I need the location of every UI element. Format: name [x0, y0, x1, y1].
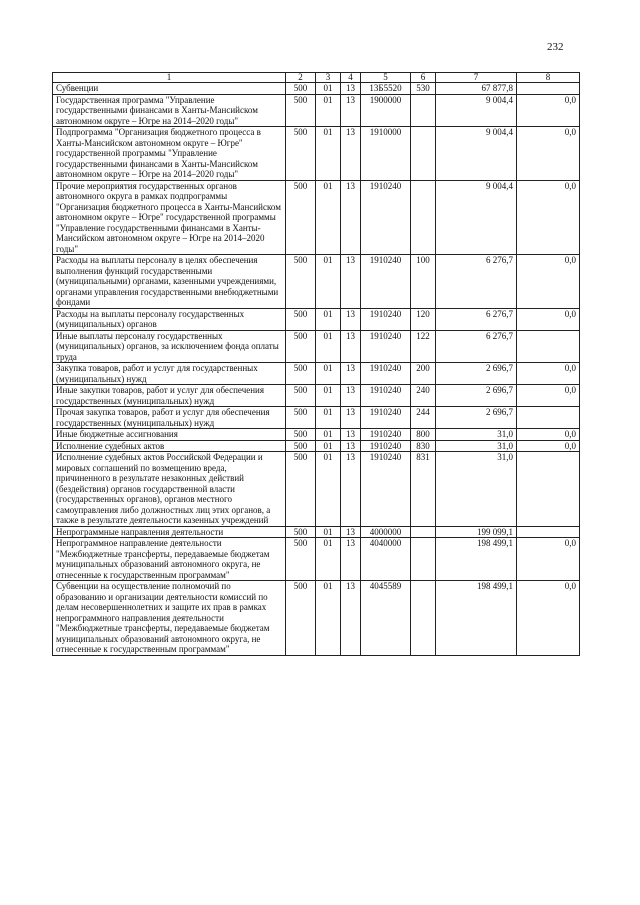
row-code-cell: 13 [341, 94, 361, 127]
row-amount-cell: 9 004,4 [436, 180, 517, 255]
row-code-cell: 1910240 [361, 385, 411, 407]
row-code-cell: 500 [286, 440, 316, 452]
row-code-cell: 13 [341, 363, 361, 385]
table-row [53, 363, 580, 385]
row-name-cell: Иные закупки товаров, работ и услуг для обеспечения государственных (муниципальных) нужд [53, 385, 286, 407]
row-code-cell: 4040000 [361, 538, 411, 581]
row-name-cell: Исполнение судебных актов Российской Федерации и мировых соглашений по возмещению вреда, причиненного в результате незаконных действий (бездействия) органов государственной власти (государственных органов), органов местного самоуправления либо должностных лиц этих органов, а также в результате деятельности казенных учреждений [53, 452, 286, 527]
row-amount-cell: 9 004,4 [436, 127, 517, 181]
row-code-cell: 13 [341, 255, 361, 309]
table-row [53, 452, 580, 527]
table-row [53, 255, 580, 309]
row-amount-cell: 0,0 [517, 581, 580, 656]
row-amount-cell: 0,0 [517, 308, 580, 330]
row-name-cell: Непрограммные направления деятельности [53, 526, 286, 538]
row-code-cell: 500 [286, 255, 316, 309]
row-amount-cell: 0,0 [517, 255, 580, 309]
budget-table [52, 72, 580, 656]
row-name-cell: Исполнение судебных актов [53, 440, 286, 452]
row-code-cell: 13 [341, 452, 361, 527]
table-row [53, 407, 580, 429]
row-code-cell: 500 [286, 363, 316, 385]
row-code-cell: 500 [286, 308, 316, 330]
row-code-cell: 01 [316, 452, 341, 527]
row-amount-cell: 67 877,8 [436, 83, 517, 95]
row-code-cell: 530 [411, 83, 436, 95]
table-row [53, 94, 580, 127]
row-code-cell: 13 [341, 538, 361, 581]
table-row [53, 308, 580, 330]
row-code-cell: 13 [341, 429, 361, 441]
row-name-cell: Иные выплаты персоналу государственных (муниципальных) органов, за исключением фонда оплаты труда [53, 330, 286, 363]
column-header: 3 [316, 73, 341, 83]
row-amount-cell: 0,0 [517, 180, 580, 255]
row-amount-cell: 0,0 [517, 440, 580, 452]
row-code-cell: 01 [316, 330, 341, 363]
row-code-cell: 13 [341, 581, 361, 656]
row-name-cell: Закупка товаров, работ и услуг для государственных (муниципальных) нужд [53, 363, 286, 385]
row-code-cell: 01 [316, 440, 341, 452]
row-code-cell: 13 [341, 330, 361, 363]
row-code-cell: 500 [286, 429, 316, 441]
column-header: 2 [286, 73, 316, 83]
row-code-cell: 13 [341, 440, 361, 452]
row-amount-cell: 31,0 [436, 429, 517, 441]
row-code-cell: 500 [286, 127, 316, 181]
row-code-cell: 500 [286, 526, 316, 538]
row-amount-cell: 2 696,7 [436, 385, 517, 407]
row-amount-cell: 9 004,4 [436, 94, 517, 127]
row-name-cell: Субвенции на осуществление полномочий по образованию и организации деятельности комиссий по делам несовершеннолетних и защите их прав в рамках непрограммного направления деятельности "Межбюджетные трансферты, передаваемые бюджетам муниципальных образований автономного округа, не отнесенные к государственным программам" [53, 581, 286, 656]
row-amount-cell: 31,0 [436, 452, 517, 527]
row-code-cell [411, 127, 436, 181]
page-number: 232 [547, 41, 564, 53]
header-row [53, 73, 580, 83]
row-code-cell: 13 [341, 407, 361, 429]
row-code-cell [411, 94, 436, 127]
row-name-cell: Прочие мероприятия государственных органов автономного округа в рамках подпрограммы "Организация бюджетного процесса в Ханты-Мансийском автономном округе – Югре" государственной программы "Управление государственными финансами в Ханты-Мансийском автономном округе – Югре на 2014–2020 годы" [53, 180, 286, 255]
row-code-cell: 01 [316, 581, 341, 656]
table-row [53, 429, 580, 441]
row-code-cell: 500 [286, 538, 316, 581]
row-code-cell: 01 [316, 407, 341, 429]
row-amount-cell [517, 452, 580, 527]
row-code-cell: 13Б5520 [361, 83, 411, 95]
row-name-cell: Субвенции [53, 83, 286, 95]
row-code-cell: 240 [411, 385, 436, 407]
row-code-cell: 13 [341, 83, 361, 95]
row-amount-cell: 199 099,1 [436, 526, 517, 538]
table-row [53, 180, 580, 255]
row-amount-cell [517, 407, 580, 429]
row-code-cell: 100 [411, 255, 436, 309]
row-code-cell [411, 581, 436, 656]
row-code-cell: 01 [316, 94, 341, 127]
row-code-cell: 500 [286, 180, 316, 255]
row-code-cell: 13 [341, 526, 361, 538]
budget-table-body [53, 73, 580, 656]
row-code-cell: 01 [316, 363, 341, 385]
column-header: 7 [436, 73, 517, 83]
row-code-cell: 830 [411, 440, 436, 452]
row-code-cell: 500 [286, 452, 316, 527]
column-header: 4 [341, 73, 361, 83]
row-amount-cell: 2 696,7 [436, 363, 517, 385]
row-code-cell: 122 [411, 330, 436, 363]
row-code-cell: 01 [316, 526, 341, 538]
row-code-cell: 01 [316, 385, 341, 407]
row-amount-cell: 198 499,1 [436, 538, 517, 581]
row-amount-cell [517, 526, 580, 538]
row-code-cell: 500 [286, 407, 316, 429]
row-code-cell: 800 [411, 429, 436, 441]
row-name-cell: Расходы на выплаты персоналу государственных (муниципальных) органов [53, 308, 286, 330]
row-amount-cell: 2 696,7 [436, 407, 517, 429]
row-amount-cell: 6 276,7 [436, 255, 517, 309]
table-row [53, 330, 580, 363]
row-code-cell: 831 [411, 452, 436, 527]
row-code-cell: 1910240 [361, 363, 411, 385]
table-row [53, 385, 580, 407]
row-code-cell: 01 [316, 127, 341, 181]
row-code-cell: 01 [316, 308, 341, 330]
row-code-cell: 4000000 [361, 526, 411, 538]
row-name-cell: Расходы на выплаты персоналу в целях обеспечения выполнения функций государственными (муниципальными) органами, казенными учреждениями, органами управления государственными внебюджетными фондами [53, 255, 286, 309]
column-header: 5 [361, 73, 411, 83]
row-amount-cell: 0,0 [517, 127, 580, 181]
row-code-cell: 500 [286, 385, 316, 407]
row-code-cell: 4045589 [361, 581, 411, 656]
row-amount-cell: 198 499,1 [436, 581, 517, 656]
row-code-cell: 1910000 [361, 127, 411, 181]
row-amount-cell: 0,0 [517, 385, 580, 407]
row-code-cell: 01 [316, 255, 341, 309]
table-row [53, 581, 580, 656]
row-code-cell: 1910240 [361, 255, 411, 309]
row-code-cell: 13 [341, 308, 361, 330]
row-name-cell: Прочая закупка товаров, работ и услуг для обеспечения государственных (муниципальных) нужд [53, 407, 286, 429]
table-row [53, 127, 580, 181]
row-code-cell: 500 [286, 581, 316, 656]
row-code-cell: 1910240 [361, 330, 411, 363]
row-code-cell: 1910240 [361, 308, 411, 330]
row-amount-cell [517, 83, 580, 95]
row-amount-cell: 6 276,7 [436, 330, 517, 363]
row-code-cell: 200 [411, 363, 436, 385]
row-code-cell: 1910240 [361, 429, 411, 441]
row-code-cell: 13 [341, 385, 361, 407]
row-amount-cell: 0,0 [517, 429, 580, 441]
table-row [53, 83, 580, 95]
row-amount-cell: 31,0 [436, 440, 517, 452]
row-code-cell: 500 [286, 83, 316, 95]
row-code-cell [411, 526, 436, 538]
column-header: 6 [411, 73, 436, 83]
row-code-cell: 1910240 [361, 407, 411, 429]
column-header: 1 [53, 73, 286, 83]
row-code-cell: 500 [286, 94, 316, 127]
row-name-cell: Подпрограмма "Организация бюджетного процесса в Ханты-Мансийском автономном округе – Югре" государственной программы "Управление государственными финансами в Ханты-Мансийском автономном округе – Югре на 2014–2020 годы" [53, 127, 286, 181]
table-row [53, 526, 580, 538]
row-amount-cell [517, 330, 580, 363]
column-header: 8 [517, 73, 580, 83]
row-name-cell: Иные бюджетные ассигнования [53, 429, 286, 441]
row-code-cell: 01 [316, 429, 341, 441]
row-code-cell: 244 [411, 407, 436, 429]
table-row [53, 538, 580, 581]
row-code-cell: 01 [316, 83, 341, 95]
table-row [53, 440, 580, 452]
row-code-cell: 13 [341, 127, 361, 181]
row-amount-cell: 6 276,7 [436, 308, 517, 330]
row-amount-cell: 0,0 [517, 538, 580, 581]
row-code-cell: 1900000 [361, 94, 411, 127]
row-code-cell: 1910240 [361, 180, 411, 255]
row-amount-cell: 0,0 [517, 363, 580, 385]
row-code-cell: 1910240 [361, 452, 411, 527]
row-code-cell: 01 [316, 538, 341, 581]
row-code-cell [411, 180, 436, 255]
row-code-cell: 500 [286, 330, 316, 363]
row-code-cell: 01 [316, 180, 341, 255]
row-code-cell: 120 [411, 308, 436, 330]
row-code-cell: 1910240 [361, 440, 411, 452]
row-code-cell: 13 [341, 180, 361, 255]
row-code-cell [411, 538, 436, 581]
row-name-cell: Государственная программа "Управление государственными финансами в Ханты-Мансийском автономном округе – Югре на 2014–2020 годы" [53, 94, 286, 127]
row-amount-cell: 0,0 [517, 94, 580, 127]
row-name-cell: Непрограммное направление деятельности "Межбюджетные трансферты, передаваемые бюджетам муниципальных образований автономного округа, не отнесенные к государственным программам" [53, 538, 286, 581]
